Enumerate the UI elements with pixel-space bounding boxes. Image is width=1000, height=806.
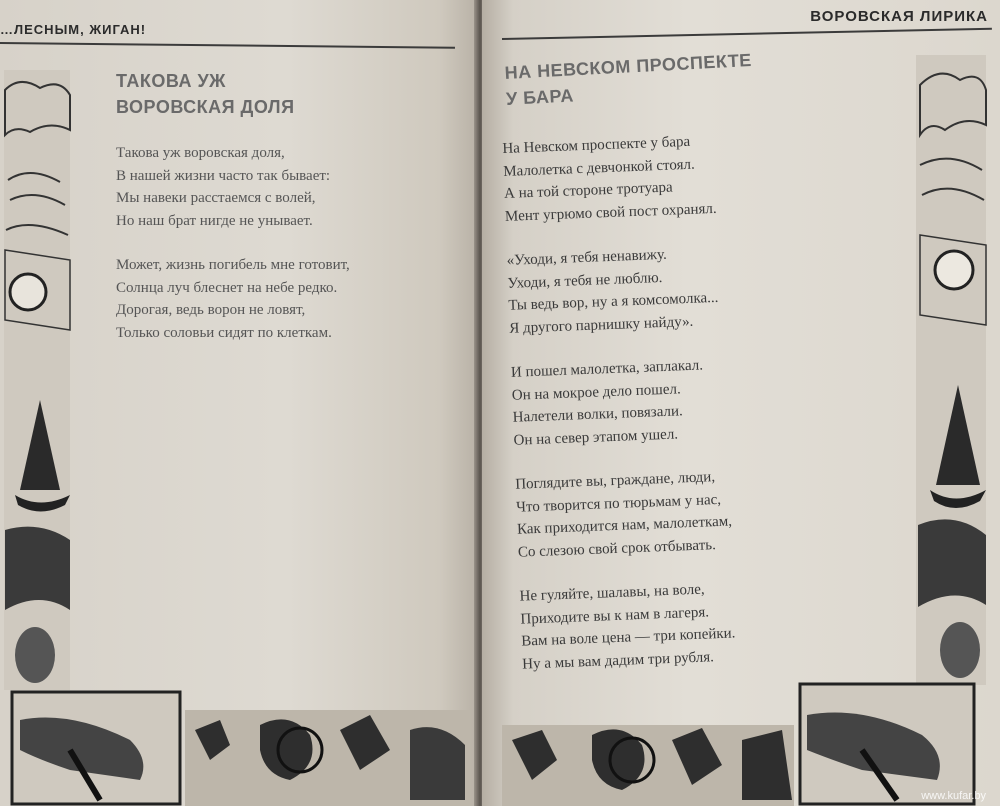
poem-line: Он на мокрое дело пошел. xyxy=(511,380,681,404)
poem-line: Но наш брат нигде не унывает. xyxy=(116,212,313,229)
left-title-line: ВОРОВСКАЯ ДОЛЯ xyxy=(116,97,295,117)
poem-line: Налетели волки, повязали. xyxy=(512,403,684,426)
right-title-line: У БАРА xyxy=(505,85,575,109)
right-page xyxy=(482,0,1000,806)
poem-line: Мент угрюмо свой пост охранял. xyxy=(504,200,717,225)
poem-line: Солнца луч блеснет на небе редко. xyxy=(116,279,338,296)
poem-line: Он на север этапом ушел. xyxy=(513,425,679,449)
poem-line: А на той стороне тротуара xyxy=(503,179,673,202)
poem-line: И пошел малолетка, заплакал. xyxy=(510,357,704,381)
poem-line: В нашей жизни часто так бывает: xyxy=(116,167,331,184)
poem-line: Только соловьи сидят по клеткам. xyxy=(116,324,332,341)
left-bottom-ornament xyxy=(10,690,470,806)
left-title-line: ТАКОВА УЖ xyxy=(116,71,226,91)
stanza xyxy=(511,354,729,452)
right-running-head: ВОРОВСКАЯ ЛИРИКА xyxy=(810,8,988,25)
right-title-line: НА НЕВСКОМ ПРОСПЕКТЕ xyxy=(504,50,753,83)
left-header-rule xyxy=(0,42,455,49)
poem-line: Дорогая, ведь ворон не ловят, xyxy=(116,302,306,318)
left-poem-title xyxy=(116,68,295,120)
stanza xyxy=(515,465,733,563)
left-page xyxy=(0,0,478,806)
poem-line: Уходи, я тебя не люблю. xyxy=(507,269,663,292)
poem-line: Может, жизнь погибель мне готовит, xyxy=(116,257,350,273)
poem-line: Как приходится нам, малолеткам, xyxy=(516,513,733,538)
poem-line: Такова уж воровская доля, xyxy=(116,145,285,161)
watermark: www.kufar.by xyxy=(921,790,986,802)
stanza xyxy=(506,242,724,340)
right-border-ornament xyxy=(910,55,1000,685)
poem-line: Вам на воле цена — три копейки. xyxy=(521,625,736,650)
stanza xyxy=(116,254,350,344)
right-bottom-ornament xyxy=(502,680,1000,806)
poem-line: Ты ведь вор, ну а я комсомолка... xyxy=(508,289,719,314)
right-poem-text xyxy=(502,130,738,698)
poem-line: Приходите вы к нам в лагеря. xyxy=(520,603,710,628)
right-header-rule xyxy=(502,28,992,40)
right-poem-title xyxy=(504,47,754,112)
poem-line: Малолетка с девчонкой стоял. xyxy=(502,156,695,180)
poem-line: Что творится по тюрьмам у нас, xyxy=(515,491,722,516)
poem-line: Поглядите вы, граждане, люди, xyxy=(515,469,716,493)
poem-line: «Уходи, я тебя ненавижу. xyxy=(506,246,668,269)
stanza xyxy=(116,142,350,232)
left-border-ornament xyxy=(0,70,80,690)
poem-line: Со слезою свой срок отбывать. xyxy=(517,536,717,561)
poem-line: Мы навеки расстаемся с волей, xyxy=(116,190,316,206)
left-running-head: …ЛЕСНЫМ, ЖИГАН! xyxy=(0,22,147,37)
poem-line: Не гуляйте, шалавы, на воле, xyxy=(519,581,705,605)
poem-line: Я другого парнишку найду». xyxy=(509,313,694,337)
stanza xyxy=(519,577,737,675)
left-poem-text xyxy=(116,142,350,366)
stanza xyxy=(502,130,720,228)
poem-line: На Невском проспекте у бара xyxy=(502,133,691,157)
poem-line: Ну а мы вам дадим три рубля. xyxy=(521,648,715,673)
